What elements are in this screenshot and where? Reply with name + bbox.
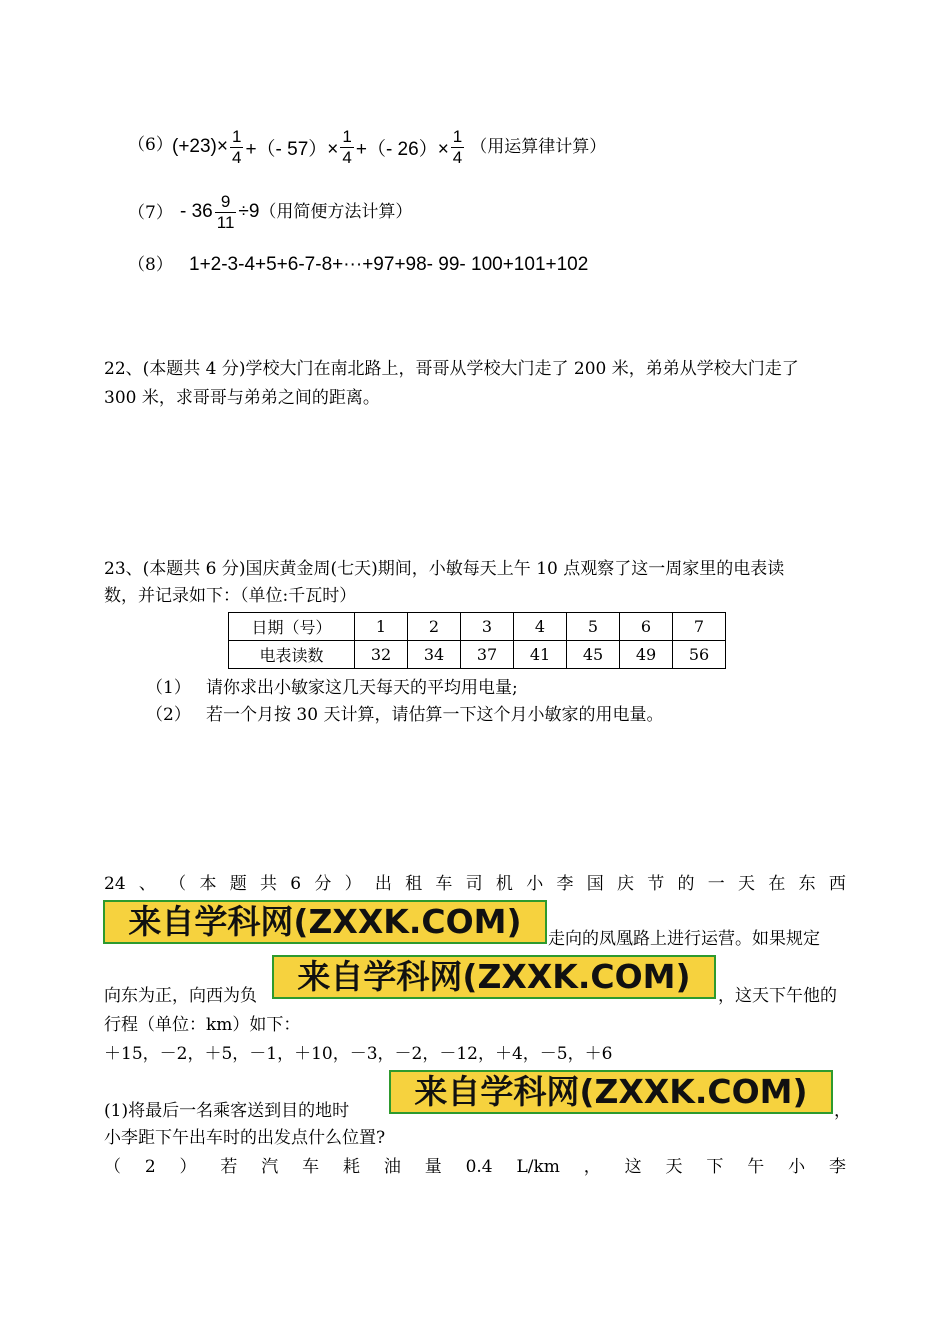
day-cell: 4: [514, 613, 567, 641]
q6-note: （用运算律计算）: [470, 137, 607, 157]
reading-header-cell: 电表读数: [229, 641, 355, 669]
q24-line5: ＋15，－2，＋5，－1，＋10，－3，－2，－12，＋4，－5，＋6: [104, 1044, 613, 1064]
q6-term3: +（- 26）×: [355, 138, 449, 160]
q6-fraction3: $\frac{1}{4}$: [452, 126, 463, 167]
q24-line6-head: (1)将最后一名乘客送到目的地时: [104, 1101, 350, 1121]
reading-cell: 45: [567, 641, 620, 669]
table-row: [229, 613, 726, 641]
q22-line2: 300 米，求哥哥与弟弟之间的距离。: [104, 388, 380, 408]
reading-cell: 37: [461, 641, 514, 669]
q24-line1: 24 、 （ 本 题 共 6 分 ） 出 租 车 司 机 小 李 国 庆 节 的 一 天 在 东 西: [104, 874, 846, 894]
table-row: [229, 641, 726, 669]
q23-sub2: 若一个月按 30 天计算，请估算一下这个月小敏家的用电量。: [206, 705, 664, 725]
date-header-cell: 日期（号）: [229, 613, 355, 641]
q7-expression: [180, 188, 412, 236]
meter-readings-table: [228, 612, 726, 669]
day-cell: 3: [461, 613, 514, 641]
q6-term1: (+23)×: [172, 136, 228, 157]
day-cell: 1: [355, 613, 408, 641]
reading-cell: 34: [408, 641, 461, 669]
reading-cell: 32: [355, 641, 408, 669]
q6-fraction2: $\frac{1}{4}$: [342, 126, 352, 167]
watermark-banner: 来自学科网(ZXXK.COM): [103, 900, 547, 944]
reading-cell: 56: [673, 641, 726, 669]
q7-fraction: $\frac{9}{11}$: [216, 191, 235, 232]
q7-note: （用简便方法计算）: [259, 202, 413, 222]
q24-line3-tail: ，这天下午他的: [718, 986, 837, 1006]
q6-term2: +（- 57）×: [245, 138, 339, 160]
day-cell: 2: [408, 613, 461, 641]
q24-line8: （ 2 ） 若 汽 车 耗 油 量 0.4 L/km ， 这 天 下 午 小 李: [104, 1157, 846, 1177]
q6-label: （6）: [128, 135, 173, 155]
q23-sub1-label: （1）: [146, 678, 191, 698]
q24-line3-head: 向东为正，向西为负: [104, 986, 257, 1006]
q23-line2: 数，并记录如下：（单位:千瓦时）: [104, 586, 357, 606]
q6-expression: [172, 122, 606, 172]
q8-expression: 1+2-3-4+5+6-7-8+···+97+98- 99- 100+101+102: [189, 254, 589, 275]
q24-line6-tail: ，: [834, 1101, 851, 1121]
day-cell: 5: [567, 613, 620, 641]
q24-line2-tail: 走向的凤凰路上进行运营。如果规定: [548, 929, 820, 949]
q7-label: （7）: [128, 203, 173, 223]
q7-term1: - 36: [180, 201, 213, 222]
q23-line1: 23、(本题共 6 分)国庆黄金周(七天)期间，小敏每天上午 10 点观察了这一周家里的电表读: [104, 559, 785, 579]
q24-line7: 小李距下午出车时的出发点什么位置?: [104, 1128, 386, 1148]
q23-sub2-label: （2）: [146, 705, 191, 725]
q7-term2: ÷9: [238, 201, 260, 222]
watermark-banner: 来自学科网(ZXXK.COM): [389, 1070, 833, 1114]
reading-cell: 41: [514, 641, 567, 669]
day-cell: 7: [673, 613, 726, 641]
watermark-banner: 来自学科网(ZXXK.COM): [272, 955, 716, 999]
q24-line4: 行程（单位：km）如下：: [104, 1015, 301, 1035]
q23-sub1: 请你求出小敏家这几天每天的平均用电量;: [206, 678, 518, 698]
q6-fraction1: $\frac{1}{4}$: [231, 126, 242, 167]
day-cell: 6: [620, 613, 673, 641]
q22-line1: 22、(本题共 4 分)学校大门在南北路上，哥哥从学校大门走了 200 米，弟弟从学校大门走了: [104, 359, 799, 379]
reading-cell: 49: [620, 641, 673, 669]
q8-label: （8）: [128, 255, 173, 275]
